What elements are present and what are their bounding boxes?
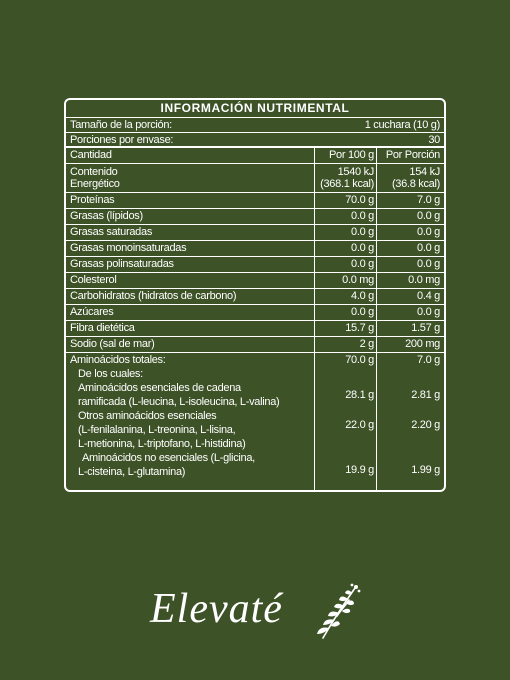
table-row: Carbohidratos (hidratos de carbono) 4.0 g 0.4 g [66, 289, 444, 305]
energy-row [66, 164, 444, 193]
nutrition-facts-panel [64, 98, 446, 492]
amino-total-per100: 70.0 g [345, 354, 374, 366]
amino-other-portion: 2.20 g [411, 419, 440, 431]
panel-title: INFORMACIÓN NUTRIMENTAL [66, 100, 444, 118]
servings-label: Porciones por envase: [70, 134, 174, 146]
amino-bcaa-portion: 2.81 g [411, 389, 440, 401]
serving-size-label: Tamaño de la porción: [70, 119, 172, 131]
energy-label: Contenido Energético [70, 166, 120, 190]
table-row: Proteínas 70.0 g 7.0 g [66, 193, 444, 209]
header-per-100g: Por 100 g [314, 148, 376, 163]
servings-value: 30 [428, 134, 440, 146]
serving-size-value: 1 cuchara (10 g) [364, 119, 440, 131]
table-row: Grasas monoinsaturadas 0.0 g 0.0 g [66, 241, 444, 257]
amino-other-line3: L-metionina, L-triptofano, L-histidina) [78, 438, 246, 450]
amino-nonessential-portion: 1.99 g [411, 464, 440, 476]
amino-other-line2: (L-fenilalanina, L-treonina, L-lisina, [78, 424, 236, 436]
header-quantity: Cantidad [70, 149, 112, 161]
table-row: Sodio (sal de mar) 2 g 200 mg [66, 337, 444, 353]
amino-per-portion [376, 353, 444, 492]
amino-nonessential-line1: Aminoácidos no esenciales (L-glicina, [82, 452, 255, 464]
amino-of-which: De los cuales: [78, 368, 143, 380]
table-row: Colesterol 0.0 mg 0.0 mg [66, 273, 444, 289]
amino-total-portion: 7.0 g [417, 354, 440, 366]
amino-bcaa-line2: ramificada (L-leucina, L-isoleucina, L-valina) [78, 396, 280, 408]
serving-size-row [66, 118, 444, 133]
amino-bcaa-per100: 28.1 g [345, 389, 374, 401]
table-row: Grasas saturadas 0.0 g 0.0 g [66, 225, 444, 241]
table-row: Fibra dietética 15.7 g 1.57 g [66, 321, 444, 337]
table-header-row [66, 148, 444, 164]
brand-logo: Elevaté [150, 586, 283, 632]
amino-nonessential-line2: L-cisteina, L-glutamina) [78, 466, 186, 478]
amino-acids-section [66, 353, 444, 492]
energy-per-100g: 1540 kJ (368.1 kcal) [314, 164, 376, 192]
amino-other-per100: 22.0 g [345, 419, 374, 431]
amino-labels [66, 353, 314, 492]
amino-per-100g [314, 353, 376, 492]
amino-total-label: Aminoácidos totales: [70, 354, 166, 366]
energy-per-portion: 154 kJ (36.8 kcal) [376, 164, 444, 192]
table-row: Grasas polinsaturadas 0.0 g 0.0 g [66, 257, 444, 273]
table-row: Grasas (lípidos) 0.0 g 0.0 g [66, 209, 444, 225]
header-per-portion: Por Porción [376, 148, 444, 163]
amino-other-line1: Otros aminoácidos esenciales [78, 410, 217, 422]
servings-row [66, 133, 444, 148]
amino-bcaa-line1: Aminoácidos esenciales de cadena [78, 382, 241, 394]
amino-nonessential-per100: 19.9 g [345, 464, 374, 476]
herb-sprig-icon [315, 582, 363, 642]
table-row: Azúcares 0.0 g 0.0 g [66, 305, 444, 321]
